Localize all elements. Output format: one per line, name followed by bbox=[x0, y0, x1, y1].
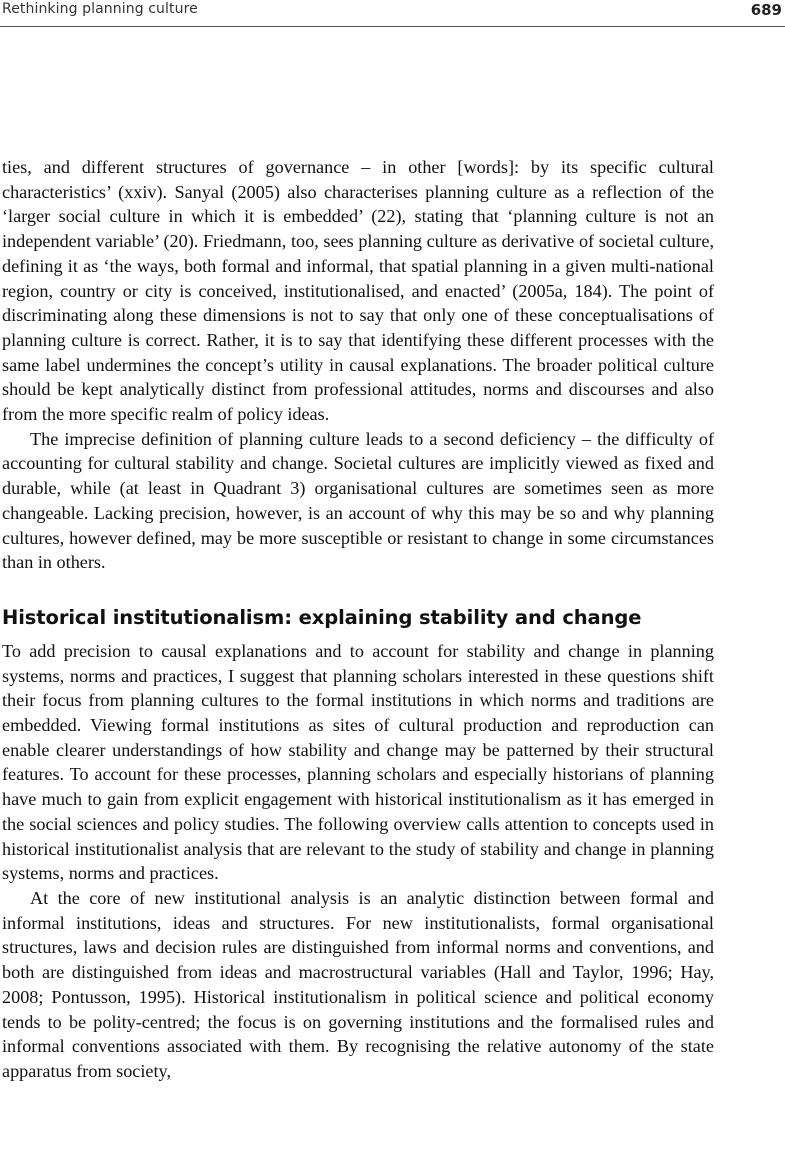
section-heading: Historical institutionalism: explaining stability and change bbox=[2, 605, 642, 629]
page-number: 689 bbox=[750, 1, 782, 19]
running-header bbox=[0, 0, 785, 27]
paragraph-new-institutional-analysis: At the core of new institutional analysis is an analytic distinction between formal and informal institutions, ideas and structures. For new institutionalists, formal organisational structures, laws and decision rules are distinguished from informal norms and conventions, and both are distinguished from ideas and macrostructural variables (Hall and Taylor, 1996; Hay, 2008; Pontusson, 1995). Historical institutionalism in political science and political economy tends to be polity-centred; the focus is on governing institutions and the formalised rules and informal conventions associated with them. By recognising the relative autonomy of the state apparatus from society, bbox=[2, 887, 714, 1081]
article-body bbox=[2, 155, 714, 1084]
paragraph-precision: To add precision to causal explanations and to account for stability and change in planning systems, norms and practices, I suggest that planning scholars interested in these questions shift their focus from planning cultures to the formal institutions in which norms and traditions are embedded. Viewing formal institutions as sites of cultural production and reproduction can enable clearer understandings of how stability and change may be patterned by their structural features. To account for these processes, planning scholars and especially historians of planning have much to gain from explicit engagement with historical institutionalism as it has emerged in the social sciences and policy studies. The following overview calls attention to concepts used in historical institutionalist analysis that are relevant to the study of stability and change in planning systems, norms and practices. bbox=[2, 640, 714, 884]
paragraph-continued: ties, and different structures of governance – in other [words]: by its specific cultural characteristics’ (xxiv). Sanyal (2005) also characterises planning culture as a reflection of the ‘larger social culture in which it is embedded’ (22), stating that ‘planning culture is not an independent variable’ (20). Friedmann, too, sees planning culture as derivative of societal culture, defining it as ‘the ways, both formal and informal, that spatial planning in a given multi-national region, country or city is conceived, institutionalised, and enacted’ (2005a, 184). The point of discriminating along these dimensions is not to say that only one of these conceptualisations of planning culture is correct. Rather, it is to say that identifying these different processes with the same label undermines the concept’s utility in causal explanations. The broader political culture should be kept analytically distinct from professional attitudes, norms and discourses and also from the more specific realm of policy ideas. bbox=[2, 157, 714, 425]
running-title: Rethinking planning culture bbox=[2, 1, 198, 17]
paragraph-imprecise-definition: The imprecise definition of planning culture leads to a second deficiency – the difficulty of accounting for cultural stability and change. Societal cultures are implicitly viewed as fixed and durable, while (at least in Quadrant 3) organisational cultures are sometimes seen as more changeable. Lacking precision, however, is an account of why this may be so and why planning cultures, however defined, may be more susceptible or resistant to change in some circumstances than in others. bbox=[2, 428, 714, 573]
